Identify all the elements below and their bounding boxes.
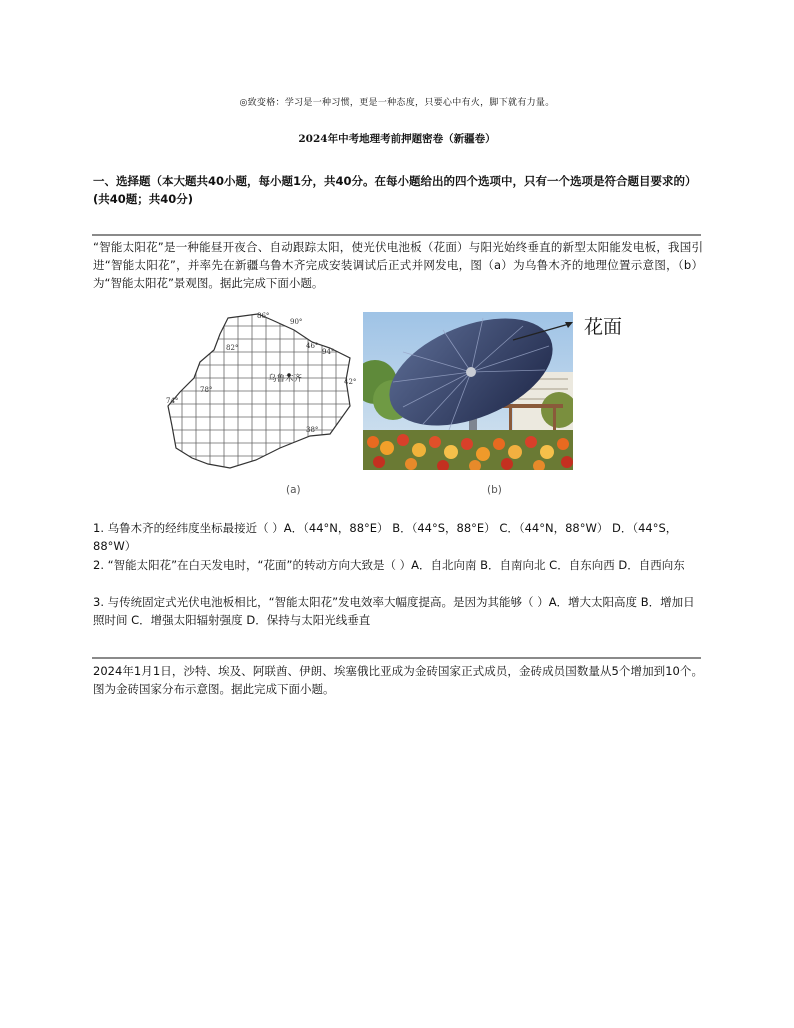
- xinjiang-map-figure: [160, 308, 360, 474]
- xinjiang-map: [160, 308, 360, 474]
- lat-label: 46°: [306, 342, 319, 350]
- question-1: 1. 乌鲁木齐的经纬度坐标最接近（ ）A．（44°N，88°E） B．（44°S，88°E） C．（44°N，88°W） D．（44°S，88°W）: [93, 521, 678, 553]
- lon-label: 82°: [226, 344, 239, 352]
- lon-label: 74°: [166, 397, 179, 405]
- figure-a-caption: (a): [286, 484, 301, 496]
- passage-2: 2024年1月1日，沙特、埃及、阿联酋、伊朗、埃塞俄比亚成为金砖国家正式成员，金砖成员国数量从5个增加到10个。图为金砖国家分布示意图。据此完成下面小题。: [93, 664, 703, 696]
- lon-label: 78°: [200, 386, 213, 394]
- lat-label: 38°: [306, 426, 319, 434]
- question-2: 2. “智能太阳花”在白天发电时，“花面”的转动方向大致是（ ）A．自北向南 B．自南向北 C．自东向西 D．自西向东: [93, 558, 685, 572]
- section-heading: 一、选择题（本大题共40小题，每小题1分，共40分。在每小题给出的四个选项中，只有一个选项是符合题目要求的）(共40题；共40分): [93, 174, 697, 206]
- petal-label: 花面: [584, 316, 623, 338]
- lon-label: 94°: [322, 348, 335, 356]
- photo-illustration: [363, 312, 573, 470]
- lat-label: 42°: [344, 378, 357, 386]
- passage-1: “智能太阳花”是一种能昼开夜合、自动跟踪太阳，使光伏电池板（花面）与阳光始终垂直的新型太阳能发电板，我国引进“智能太阳花”，并率先在新疆乌鲁木齐完成安装调试后正式并网发电，图（a）为乌鲁木齐的地理位置示意图，（b）为“智能太阳花”景观图。据此完成下面小题。: [93, 240, 703, 290]
- lon-label: 86°: [257, 312, 270, 320]
- smart-sunflower-photo: [363, 312, 573, 470]
- lon-label: 90°: [290, 318, 303, 326]
- exam-title: 2024年中考地理考前押题密卷（新疆卷）: [298, 133, 496, 145]
- question-3: 3. 与传统固定式光伏电池板相比，“智能太阳花”发电效率大幅度提高。是因为其能够（ ）A．增大太阳高度 B．增加日照时间 C．增强太阳辐射强度 D．保持与太阳光线垂直: [93, 595, 695, 627]
- motto-line: ◎致变格：学习是一种习惯，更是一种态度，只要心中有火，脚下就有力量。: [239, 98, 555, 108]
- divider: [92, 234, 701, 236]
- figure-b-caption: (b): [487, 484, 502, 496]
- divider: [92, 657, 701, 659]
- map-city-label: 乌鲁木齐: [268, 374, 303, 384]
